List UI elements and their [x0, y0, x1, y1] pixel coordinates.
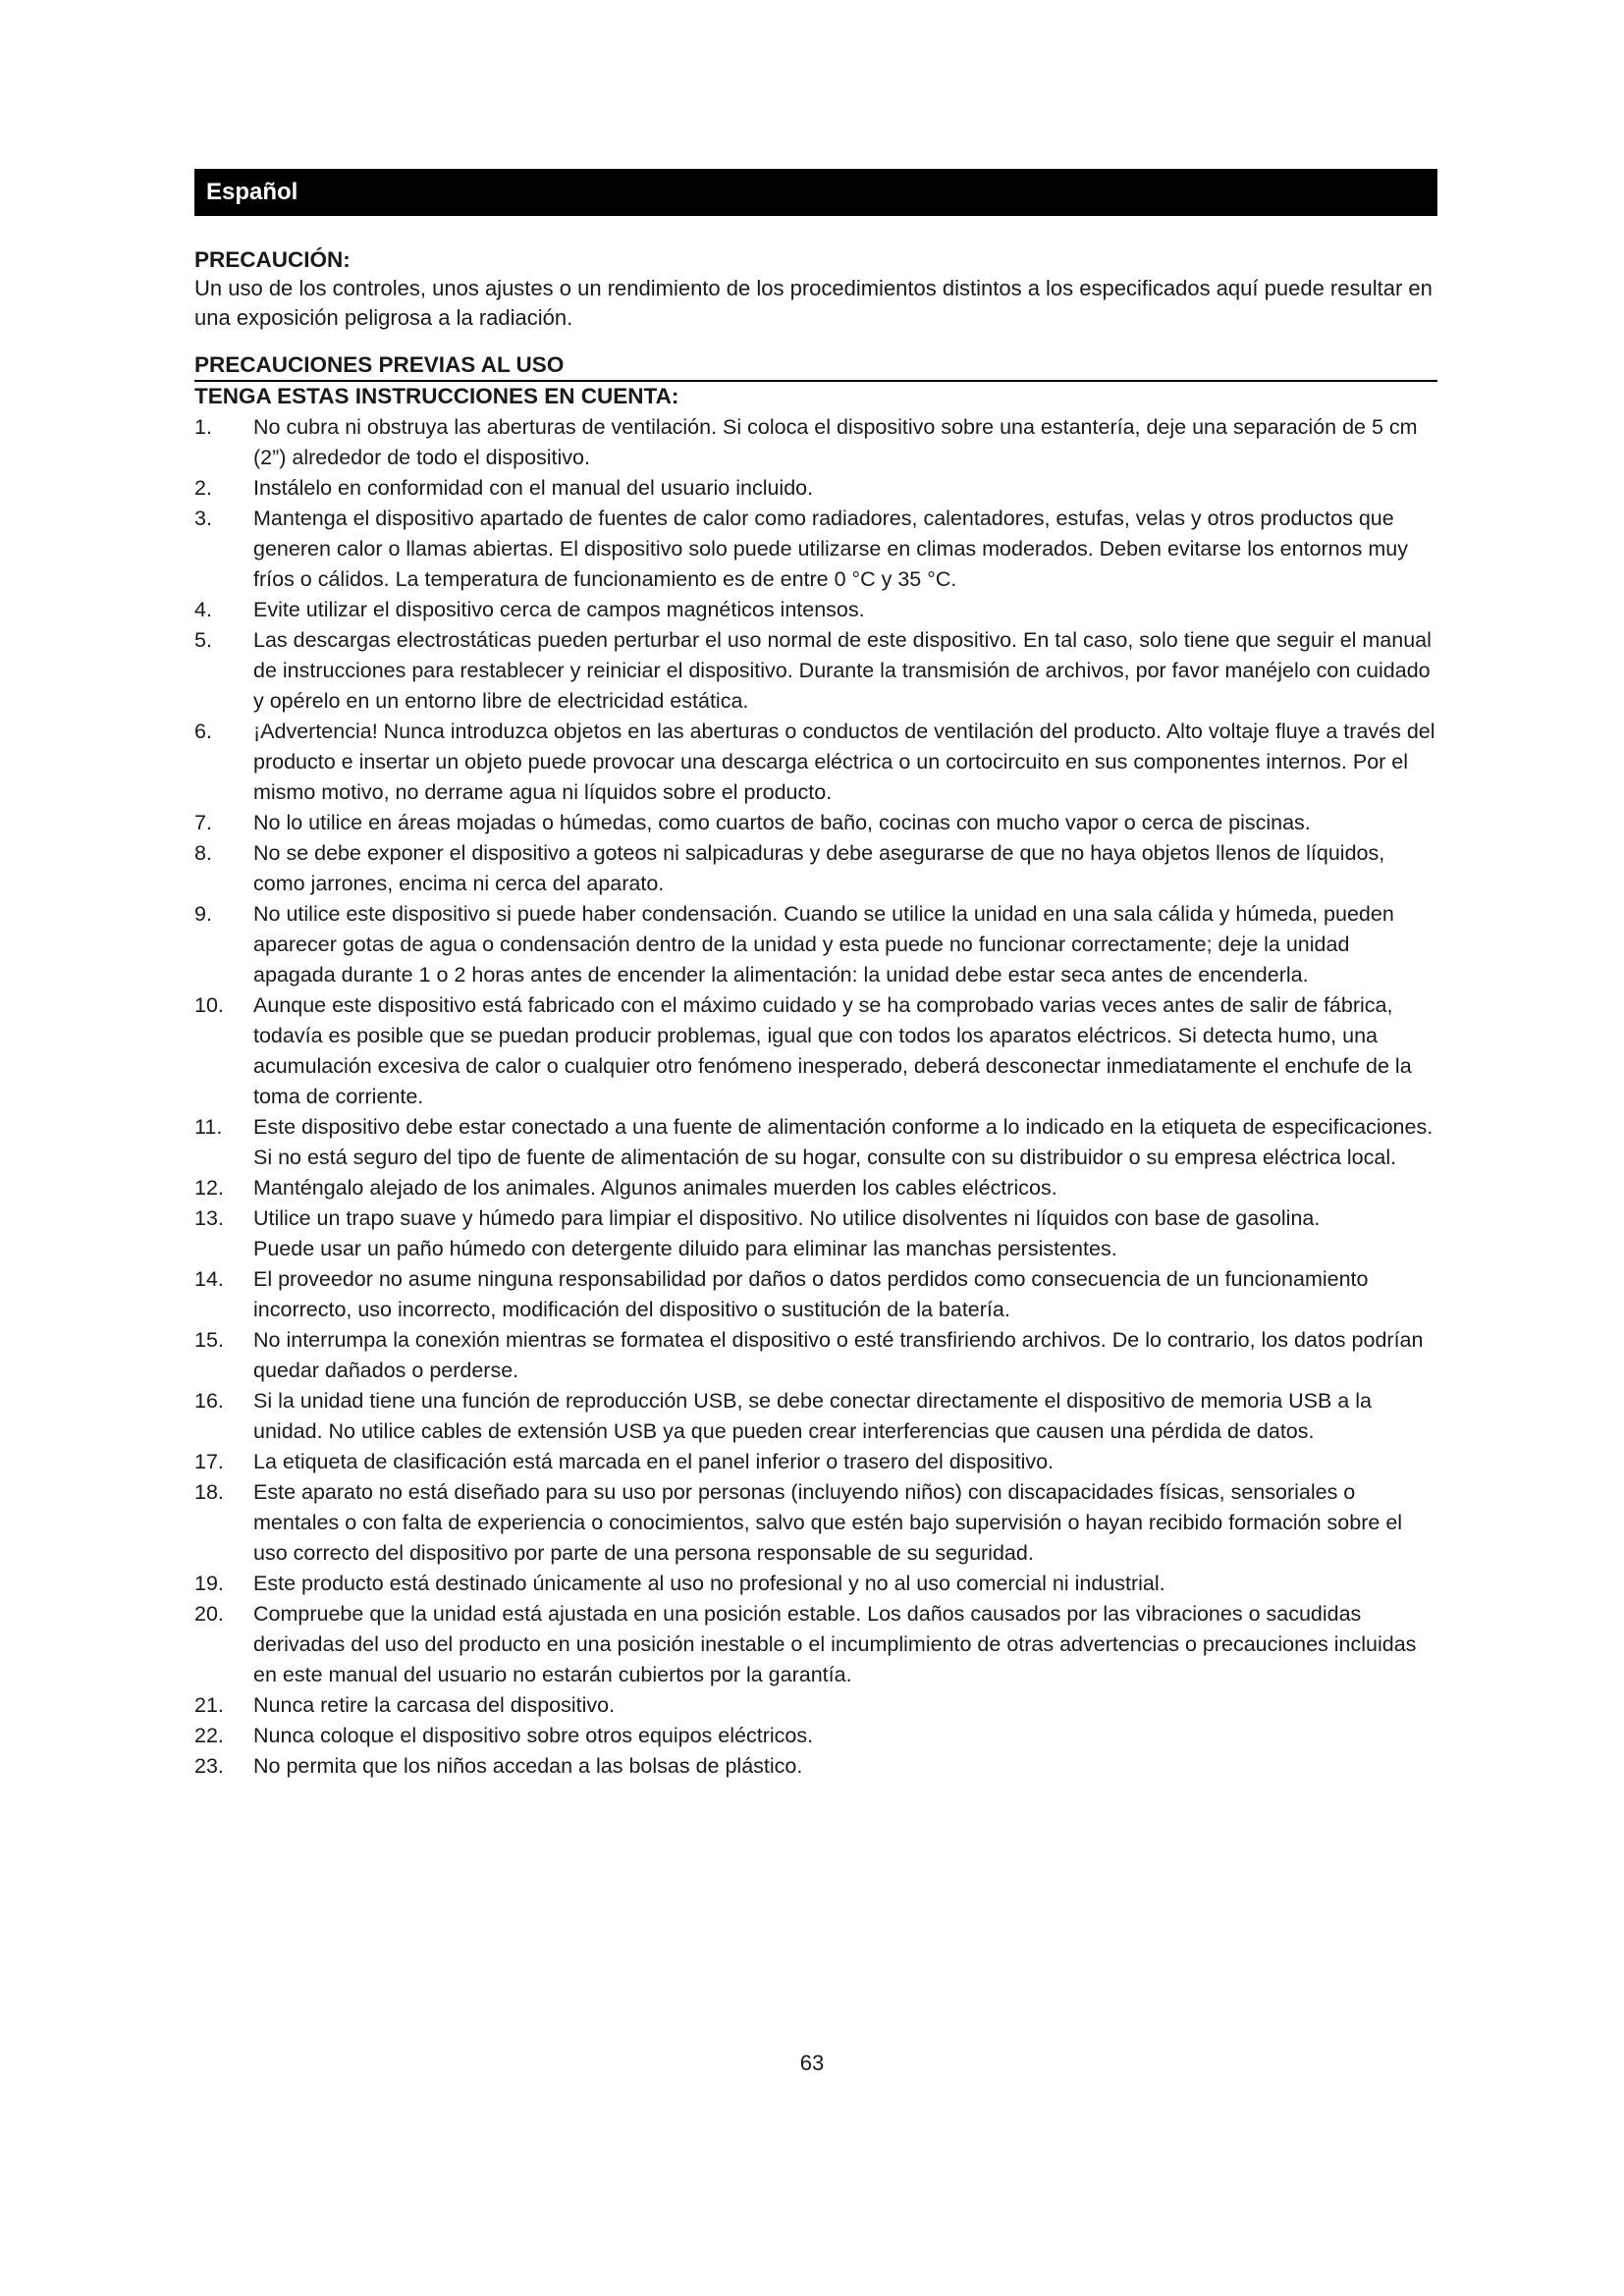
- list-item-number: 15.: [194, 1328, 224, 1352]
- list-item-text: Este dispositivo debe estar conectado a una fuente de alimentación conforme a lo indicado en la etiqueta de especificaciones. Si no está seguro del tipo de fuente de alimentación de su hogar, consulte con su distribuidor o su empresa eléctrica local.: [253, 1115, 1434, 1169]
- list-item-text: Las descargas electrostáticas pueden perturbar el uso normal de este dispositivo. En tal caso, solo tiene que seguir el manual de instrucciones para restablecer y reiniciar el dispositivo. Durante la transmisión de archivos, por favor manéjelo con cuidado y opérelo en un entorno libre de electricidad estática.: [253, 628, 1432, 713]
- list-item: [194, 1386, 1437, 1447]
- list-item-text: No interrumpa la conexión mientras se formatea el dispositivo o esté transfiriendo archivos. De lo contrario, los datos podrían quedar dañados o perderse.: [253, 1328, 1424, 1382]
- list-item-number: 20.: [194, 1602, 224, 1626]
- caution-text: Un uso de los controles, unos ajustes o un rendimiento de los procedimientos distintos a los especificados aquí puede resultar en una exposición peligrosa a la radiación.: [194, 276, 1433, 330]
- list-item-text: No se debe exponer el dispositivo a goteos ni salpicaduras y debe asegurarse de que no haya objetos llenos de líquidos, como jarrones, encima ni cerca del aparato.: [253, 841, 1385, 895]
- list-item: [194, 1569, 1437, 1599]
- list-item-text: Mantenga el dispositivo apartado de fuentes de calor como radiadores, calentadores, estufas, velas y otros productos que generen calor o llamas abiertas. El dispositivo solo puede utilizarse en climas moderados. Deben evitarse los entornos muy fríos o cálidos. La temperatura de funcionamiento es de entre 0 °C y 35 °C.: [253, 507, 1408, 591]
- list-item: [194, 1477, 1437, 1569]
- list-item: [194, 504, 1437, 595]
- list-item: [194, 838, 1437, 899]
- precautions-list: [194, 412, 1437, 1782]
- list-item-text: Aunque este dispositivo está fabricado con el máximo cuidado y se ha comprobado varias veces antes de salir de fábrica, todavía es posible que se puedan producir problemas, igual que con todos los aparatos eléctricos. Si detecta humo, una acumulación excesiva de calor o cualquier otro fenómeno inesperado, deberá desconectar inmediatamente el enchufe de la toma de corriente.: [253, 993, 1412, 1108]
- list-item-text: Nunca coloque el dispositivo sobre otros equipos eléctricos.: [253, 1724, 814, 1747]
- list-item-number: 6.: [194, 720, 212, 743]
- list-item: [194, 412, 1437, 473]
- list-item-number: 23.: [194, 1754, 224, 1778]
- list-item-text: Evite utilizar el dispositivo cerca de campos magnéticos intensos.: [253, 598, 865, 621]
- list-item-text: La etiqueta de clasificación está marcada en el panel inferior o trasero del dispositivo.: [253, 1450, 1055, 1473]
- list-item-text: No utilice este dispositivo si puede haber condensación. Cuando se utilice la unidad en una sala cálida y húmeda, pueden aparecer gotas de agua o condensación dentro de la unidad y esta puede no funcionar correctamente; deje la unidad apagada durante 1 o 2 horas antes de encender la alimentación: la unidad debe estar seca antes de encenderla.: [253, 902, 1394, 987]
- list-item-number: 9.: [194, 902, 212, 926]
- list-item: [194, 473, 1437, 504]
- list-item-number: 17.: [194, 1450, 224, 1473]
- list-item: [194, 1690, 1437, 1721]
- list-item: [194, 1264, 1437, 1325]
- list-item: [194, 808, 1437, 838]
- list-item-number: 2.: [194, 476, 212, 500]
- list-item-extra-text: Puede usar un paño húmedo con detergente diluido para eliminar las manchas persistentes.: [253, 1237, 1117, 1260]
- list-item: [194, 1112, 1437, 1173]
- document-page: [194, 169, 1437, 1782]
- list-item-text: Nunca retire la carcasa del dispositivo.: [253, 1693, 616, 1717]
- list-item-number: 5.: [194, 628, 212, 652]
- list-item-number: 19.: [194, 1572, 224, 1595]
- page-number: 63: [799, 2051, 825, 2075]
- list-item: [194, 625, 1437, 717]
- list-item-number: 10.: [194, 993, 224, 1017]
- list-item-number: 11.: [194, 1115, 223, 1139]
- list-item: [194, 1203, 1437, 1264]
- list-item-number: 14.: [194, 1267, 224, 1291]
- list-item-text: Este producto está destinado únicamente al uso no profesional y no al uso comercial ni industrial.: [253, 1572, 1165, 1595]
- list-item-text: No lo utilice en áreas mojadas o húmedas, como cuartos de baño, cocinas con mucho vapor o cerca de piscinas.: [253, 811, 1311, 834]
- list-item: [194, 1721, 1437, 1751]
- list-item-text: El proveedor no asume ninguna responsabilidad por daños o datos perdidos como consecuencia de un funcionamiento incorrecto, uso incorrecto, modificación del dispositivo o sustitución de la batería.: [253, 1267, 1369, 1321]
- list-item-text: Instálelo en conformidad con el manual del usuario incluido.: [253, 476, 814, 500]
- list-item-text: Manténgalo alejado de los animales. Algunos animales muerden los cables eléctricos.: [253, 1176, 1057, 1200]
- list-item: [194, 1751, 1437, 1782]
- list-item: [194, 899, 1437, 990]
- list-item-number: 12.: [194, 1176, 224, 1200]
- caution-title: PRECAUCIÓN:: [194, 247, 351, 272]
- list-item-text: ¡Advertencia! Nunca introduzca objetos en las aberturas o conductos de ventilación del producto. Alto voltaje fluye a través del producto e insertar un objeto puede provocar una descarga eléctrica o un cortocircuito en sus componentes internos. Por el mismo motivo, no derrame agua ni líquidos sobre el producto.: [253, 720, 1435, 804]
- list-item-text: Si la unidad tiene una función de reproducción USB, se debe conectar directamente el dispositivo de memoria USB a la unidad. No utilice cables de extensión USB ya que pueden crear interferencias que causen una pérdida de datos.: [253, 1389, 1372, 1443]
- list-item: [194, 717, 1437, 808]
- list-item-number: 7.: [194, 811, 212, 834]
- list-item: [194, 1447, 1437, 1477]
- caution-block: [194, 245, 1437, 333]
- list-item-text: Este aparato no está diseñado para su uso por personas (incluyendo niños) con discapacidades físicas, sensoriales o mentales o con falta de experiencia o conocimientos, salvo que estén bajo supervisión o hayan recibido formación sobre el uso correcto del dispositivo por parte de una persona responsable de su seguridad.: [253, 1480, 1403, 1565]
- list-item-text: No permita que los niños accedan a las bolsas de plástico.: [253, 1754, 803, 1778]
- list-item: [194, 1173, 1437, 1203]
- list-item: [194, 1325, 1437, 1386]
- list-item-number: 13.: [194, 1206, 224, 1230]
- list-item-number: 18.: [194, 1480, 224, 1504]
- list-item-number: 3.: [194, 507, 212, 530]
- list-item-number: 4.: [194, 598, 212, 621]
- list-item-text: No cubra ni obstruya las aberturas de ventilación. Si coloca el dispositivo sobre una estantería, deje una separación de 5 cm (2”) alrededor de todo el dispositivo.: [253, 415, 1418, 469]
- list-item: [194, 1599, 1437, 1690]
- list-item-number: 21.: [194, 1693, 224, 1717]
- list-item-text: Utilice un trapo suave y húmedo para limpiar el dispositivo. No utilice disolventes ni líquidos con base de gasolina.: [253, 1206, 1321, 1230]
- list-item-number: 22.: [194, 1724, 224, 1747]
- language-header-bar: Español: [194, 169, 1437, 216]
- list-item-number: 1.: [194, 415, 212, 439]
- list-item-text: Compruebe que la unidad está ajustada en una posición estable. Los daños causados por las vibraciones o sacudidas derivadas del uso del producto en una posición inestable o el incumplimiento de otras advertencias o precauciones incluidas en este manual del usuario no estarán cubiertos por la garantía.: [253, 1602, 1417, 1686]
- section-subtitle: TENGA ESTAS INSTRUCCIONES EN CUENTA:: [194, 384, 679, 408]
- section-title: PRECAUCIONES PREVIAS AL USO: [194, 350, 1437, 382]
- list-item: [194, 595, 1437, 625]
- list-item-number: 8.: [194, 841, 212, 865]
- list-item: [194, 990, 1437, 1112]
- list-item-number: 16.: [194, 1389, 224, 1413]
